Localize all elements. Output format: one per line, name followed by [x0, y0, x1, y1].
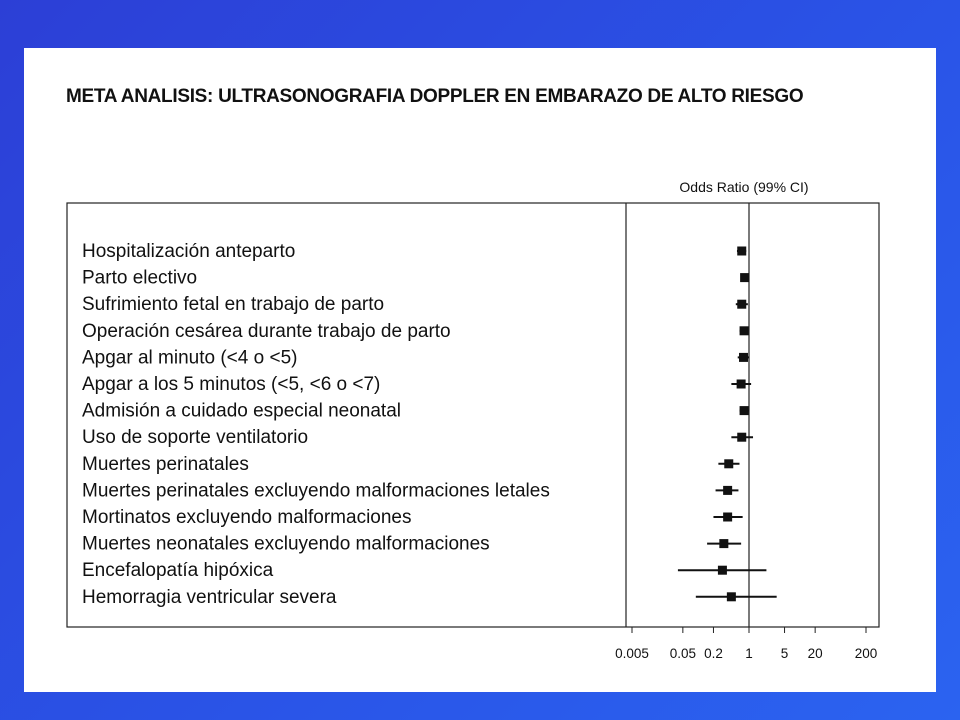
- chart-title: META ANALISIS: ULTRASONOGRAFIA DOPPLER EN EMBARAZO DE ALTO RIESGO: [66, 86, 804, 107]
- x-tick-label: 5: [780, 646, 789, 661]
- point-estimate: [724, 459, 733, 468]
- row-labels-group: [82, 241, 550, 608]
- point-estimate: [737, 300, 746, 309]
- marks-group: [678, 203, 777, 627]
- point-estimate: [739, 353, 748, 362]
- row-label: Hemorragia ventricular severa: [82, 586, 337, 608]
- row-label: Muertes perinatales: [82, 453, 249, 475]
- point-estimate: [718, 566, 727, 575]
- point-estimate: [719, 539, 728, 548]
- point-estimate: [737, 247, 746, 256]
- point-estimate: [740, 273, 749, 282]
- point-estimate: [723, 486, 732, 495]
- point-estimate: [723, 513, 732, 522]
- row-label: Operación cesárea durante trabajo de parto: [82, 320, 451, 342]
- row-label: Hospitalización anteparto: [82, 241, 296, 262]
- row-label: Uso de soporte ventilatorio: [82, 427, 309, 449]
- x-tick-label: 0.05: [669, 646, 696, 661]
- x-tick-label: 20: [807, 646, 823, 661]
- column-header: Odds Ratio (99% CI): [679, 179, 809, 195]
- row-label: Muertes neonatales excluyendo malformaciones: [82, 533, 490, 555]
- point-estimate: [740, 406, 749, 415]
- point-estimate: [737, 433, 746, 442]
- point-estimate: [740, 326, 749, 335]
- row-label: Encefalopatía hipóxica: [82, 560, 274, 582]
- row-label: Apgar al minuto (<4 o <5): [82, 347, 298, 369]
- row-label: Mortinatos excluyendo malformaciones: [82, 507, 412, 528]
- row-label: Muertes perinatales excluyendo malformaciones letales: [82, 480, 550, 502]
- row-label: Admisión a cuidado especial neonatal: [82, 400, 401, 422]
- x-ticks-group: [615, 627, 877, 661]
- x-tick-label: 0.005: [615, 646, 649, 661]
- point-estimate: [727, 592, 736, 601]
- row-label: Sufrimiento fetal en trabajo de parto: [82, 294, 385, 316]
- x-tick-label: 1: [745, 646, 753, 661]
- row-label: Parto electivo: [82, 267, 198, 289]
- point-estimate: [737, 380, 746, 389]
- x-tick-label: 200: [854, 646, 878, 661]
- row-label: Apgar a los 5 minutos (<5, <6 o <7): [82, 374, 381, 395]
- x-tick-label: 0.2: [704, 646, 723, 661]
